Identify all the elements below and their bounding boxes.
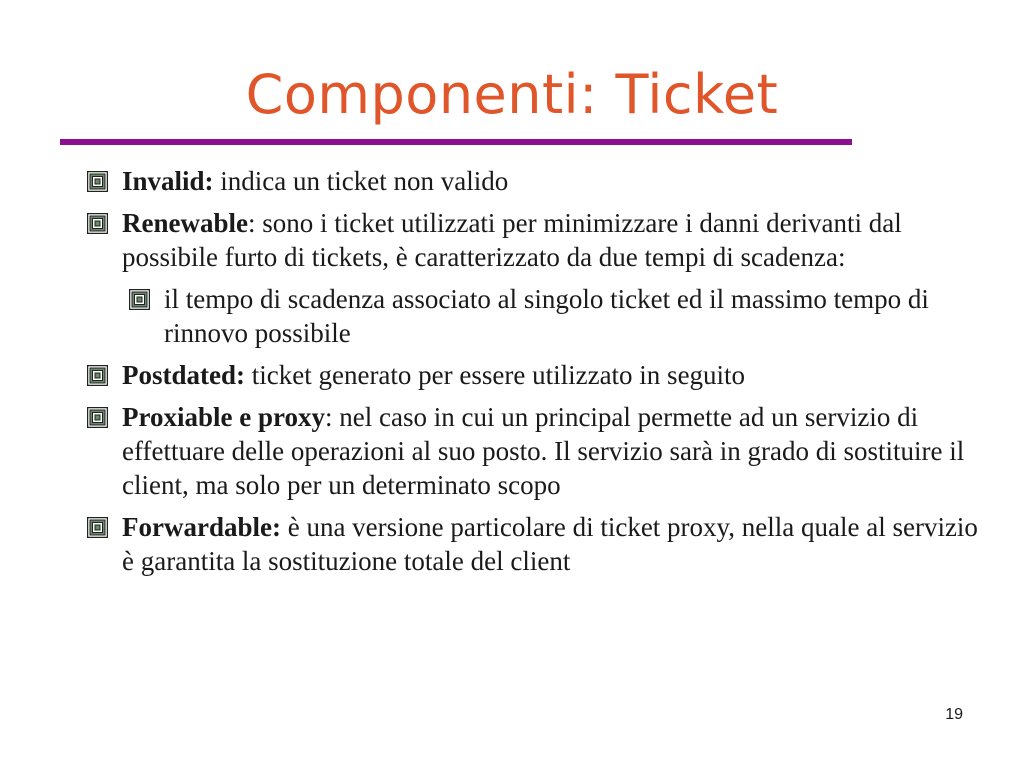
bullet-text: è una versione particolare di ticket proxy, nella quale al servizio è garantita la sostituzione totale del client xyxy=(122,512,978,576)
bullet-text: : sono i ticket utilizzati per minimizzare i danni derivanti dal possibile furto di tickets, è caratterizzato da due tempi di scadenza: xyxy=(122,208,902,272)
slide-title: Componenti: Ticket xyxy=(245,63,779,126)
square-spiral-icon xyxy=(129,289,150,310)
square-spiral-icon xyxy=(87,365,108,386)
bullet-item-postdated xyxy=(85,358,985,392)
bullet-term: Invalid: xyxy=(122,166,214,196)
bullet-term: Postdated: xyxy=(122,360,245,390)
square-spiral-icon xyxy=(87,517,108,538)
bullet-term: Renewable xyxy=(122,208,248,238)
bullet-item-proxiable xyxy=(85,400,985,502)
bullet-item-forwardable xyxy=(85,510,985,578)
bullet-list xyxy=(85,164,985,586)
square-spiral-icon xyxy=(87,171,108,192)
bullet-item-renewable xyxy=(85,206,985,274)
bullet-term: Proxiable e proxy xyxy=(122,402,325,432)
title-divider xyxy=(60,139,852,145)
bullet-text: indica un ticket non valido xyxy=(213,166,509,196)
bullet-item-invalid xyxy=(85,164,985,198)
bullet-text: : nel caso in cui un principal permette ad un servizio di effettuare delle operazioni al suo posto. Il servizio sarà in grado di sostituire il client, ma solo per un determinato scopo xyxy=(122,402,965,500)
bullet-text: il tempo di scadenza associato al singolo ticket ed il massimo tempo di rinnovo possibile xyxy=(164,284,929,348)
square-spiral-icon xyxy=(87,213,108,234)
page-number: 19 xyxy=(945,706,963,723)
bullet-text: ticket generato per essere utilizzato in seguito xyxy=(245,360,746,390)
square-spiral-icon xyxy=(87,407,108,428)
bullet-term: Forwardable: xyxy=(122,512,281,542)
sub-bullet-item-scadenza xyxy=(127,282,985,350)
